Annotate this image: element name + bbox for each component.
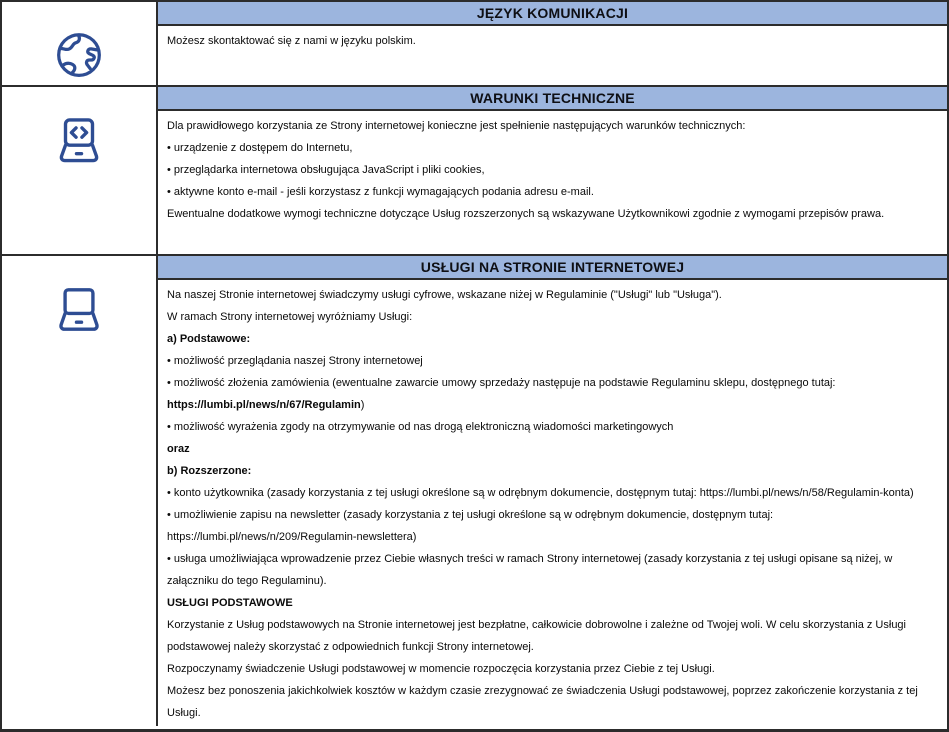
paragraph: Możesz bez ponoszenia jakichkolwiek kosztów w każdym czasie zrezygnować ze świadczenia Usługi podstawowej, poprzez zakończenie korzystania z tej Usługi. (167, 685, 918, 719)
section-body (158, 280, 947, 724)
laptop-code-icon (52, 114, 106, 168)
paragraph: • umożliwienie zapisu na newsletter (zasady korzystania z tej usługi określone są w odrębnym dokumencie, dostępnym tutaj: https://lumbi.pl/news/n/209/Regulamin-newslettera) (167, 509, 774, 543)
content-cell (158, 256, 947, 726)
section-body (158, 26, 947, 52)
paragraph: • możliwość złożenia zamówienia (ewentualne zawarcie umowy sprzedaży następuje na podstawie Regulaminu sklepu, dostępnego tutaj: https://lumbi.pl/news/n/67/Regulamin) (167, 377, 836, 411)
content-cell (158, 2, 947, 85)
section-header (158, 256, 947, 280)
section-header-label: USŁUGI NA STRONIE INTERNETOWEJ (420, 259, 685, 275)
section-language (2, 2, 947, 87)
paragraph: • urządzenie z dostępem do Internetu, (167, 142, 353, 154)
section-services (2, 256, 947, 726)
paragraph: Rozpoczynamy świadczenie Usługi podstawowej w momencie rozpoczęcia korzystania przez Ciebie z tej Usługi. (167, 663, 715, 675)
paragraph: • przeglądarka internetowa obsługująca JavaScript i pliki cookies, (167, 164, 485, 176)
paragraph: • aktywne konto e-mail - jeśli korzystasz z funkcji wymagających podania adresu e-mail. (167, 186, 594, 198)
paragraph: oraz (167, 443, 190, 455)
paragraph: Dla prawidłowego korzystania ze Strony internetowej konieczne jest spełnienie następujących warunków technicznych: (167, 120, 746, 132)
paragraph: USŁUGI PODSTAWOWE (167, 597, 293, 609)
paragraph: Na naszej Stronie internetowej świadczymy usługi cyfrowe, wskazane niżej w Regulaminie ("Usługi" lub "Usługa"). (167, 289, 722, 301)
section-body (158, 111, 947, 225)
paragraph: W ramach Strony internetowej wyróżniamy Usługi: (167, 311, 413, 323)
section-header (158, 87, 947, 111)
paragraph: • usługa umożliwiająca wprowadzenie przez Ciebie własnych treści w ramach Strony internetowej (zasady korzystania z tej usługi opisane są niżej, w załączniku do tego Regulaminu). (167, 553, 893, 587)
icon-cell (2, 256, 158, 726)
icon-cell (2, 2, 158, 85)
section-header-label: JĘZYK KOMUNIKACJI (476, 5, 629, 21)
section-header-label: WARUNKI TECHNICZNE (470, 90, 635, 106)
paragraph: b) Rozszerzone: (167, 465, 252, 477)
icon-cell (2, 87, 158, 254)
paragraph: Ewentualne dodatkowe wymogi techniczne dotyczące Usług rozszerzonych są wskazywane Użytkownikowi zgodnie z wymogami przepisów prawa. (167, 208, 885, 220)
content-cell (158, 87, 947, 254)
section-technical (2, 87, 947, 256)
paragraph: a) Podstawowe: (167, 333, 251, 345)
laptop-icon (52, 283, 106, 337)
section-header (158, 2, 947, 26)
paragraph: • konto użytkownika (zasady korzystania z tej usługi określone są w odrębnym dokumencie, dostępnym tutaj: https://lumbi.pl/news/n/58/Regulamin-konta) (167, 487, 914, 499)
paragraph: • możliwość przeglądania naszej Strony internetowej (167, 355, 423, 367)
paragraph: Możesz skontaktować się z nami w języku polskim. (167, 35, 416, 47)
paragraph: • możliwość wyrażenia zgody na otrzymywanie od nas drogą elektroniczną wiadomości marketingowych (167, 421, 674, 433)
paragraph: Korzystanie z Usług podstawowych na Stronie internetowej jest bezpłatne, całkowicie dobrowolne i zależne od Twojej woli. W celu skorzystania z Usługi podstawowej należy skorzystać z odpowiednich funkcji Strony internetowej. (167, 619, 906, 653)
globe-icon (53, 29, 105, 81)
